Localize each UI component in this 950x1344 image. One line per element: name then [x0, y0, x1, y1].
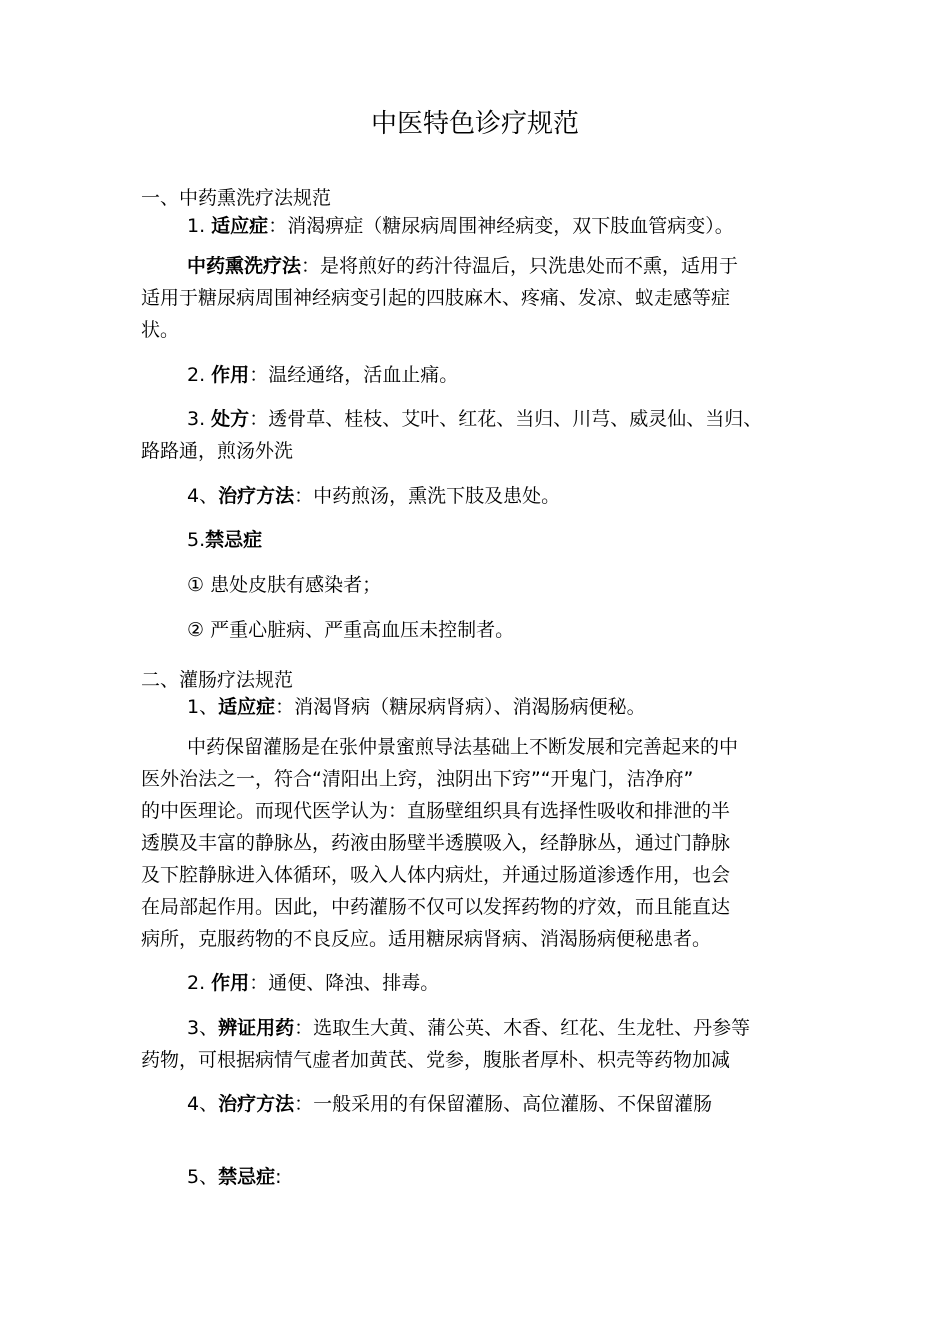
s1-item1-indication: 1. 适应症：消渴痹症（糖尿病周围神经病变，双下肢血管病变）。: [187, 215, 734, 237]
s1-method-line2: 适用于糖尿病周围神经病变引起的四肢麻木、疼痛、发凉、蚁走感等症: [141, 287, 731, 309]
s2-item2-effect: 2. 作用：通便、降浊、排毒。: [187, 972, 440, 994]
section2-heading: 二、灌肠疗法规范: [141, 669, 294, 691]
s2-item5-contraindications: 5、禁忌症:: [187, 1166, 282, 1188]
s2-item4-treatment: 4、治疗方法：一般采用的有保留灌肠、高位灌肠、不保留灌肠: [187, 1093, 713, 1115]
s1-item2-effect: 2. 作用：温经通络，活血止痛。: [187, 364, 459, 386]
s1-item3-prescription-line1: 3. 处方：透骨草、桂枝、艾叶、红花、当归、川芎、威灵仙、当归、: [187, 408, 763, 430]
s1-method-line1: 中药熏洗疗法：是将煎好的药汁待温后，只洗患处而不熏，适用于: [187, 255, 739, 277]
s1-item3-prescription-line2: 路路通，煎汤外洗: [141, 440, 294, 462]
s2-para-line: 的中医理论。而现代医学认为：直肠壁组织具有选择性吸收和排泄的半: [141, 800, 731, 822]
s2-item3-medication-line1: 3、辨证用药：选取生大黄、蒲公英、木香、红花、生龙牡、丹参等: [187, 1017, 751, 1039]
s1-contra-item2: ② 严重心脏病、严重高血压未控制者。: [187, 619, 515, 641]
s1-item4-treatment: 4、治疗方法：中药煎汤，熏洗下肢及患处。: [187, 485, 561, 507]
s2-para-line: 透膜及丰富的静脉丛，药液由肠壁半透膜吸入，经静脉丛，通过门静脉: [141, 832, 731, 854]
s2-para-line: 医外治法之一，符合“清阳出上窍，浊阴出下窍”“开鬼门，洁净府”: [141, 768, 694, 790]
s2-item3-medication-line2: 药物，可根据病情气虚者加黄芪、党参，腹胀者厚朴、枳壳等药物加减: [141, 1049, 731, 1071]
s2-para-line: 病所，克服药物的不良反应。适用糖尿病肾病、消渴肠病便秘患者。: [141, 928, 712, 950]
s2-item1-indication: 1、适应症：消渴肾病（糖尿病肾病）、消渴肠病便秘。: [187, 696, 646, 718]
page-title: 中医特色诊疗规范: [370, 109, 579, 139]
s2-para-line: 中药保留灌肠是在张仲景蜜煎导法基础上不断发展和完善起来的中: [187, 736, 739, 758]
section1-heading: 一、中药熏洗疗法规范: [141, 187, 332, 209]
s1-method-line3: 状。: [141, 319, 180, 341]
s1-item5-contraindications: 5.禁忌症: [187, 529, 263, 551]
s2-para-line: 及下腔静脉进入体循环，吸入人体内病灶，并通过肠道渗透作用，也会: [141, 864, 731, 886]
s2-para-line: 在局部起作用。因此，中药灌肠不仅可以发挥药物的疗效，而且能直达: [141, 896, 731, 918]
s1-contra-item1: ① 患处皮肤有感染者；: [187, 574, 382, 596]
